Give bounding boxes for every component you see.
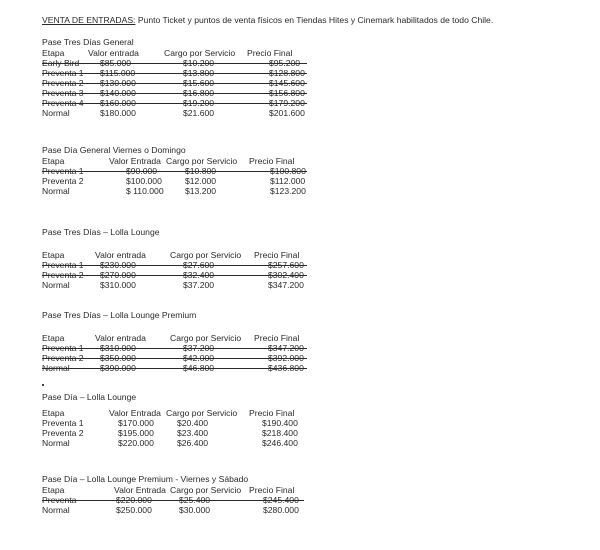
table-row	[42, 88, 307, 98]
table-row	[42, 270, 307, 280]
section-title: Pase Día – Lolla Lounge	[42, 392, 137, 402]
price-table-tres-dias-general	[42, 37, 322, 118]
cell-etapa: Normal	[42, 438, 70, 448]
header-etapa: Etapa	[42, 250, 65, 260]
cell-valor: $350.000	[100, 353, 136, 363]
intro-label: VENTA DE ENTRADAS:	[42, 15, 136, 25]
section-title: Pase Tres Días – Lolla Lounge Premium	[42, 310, 197, 320]
section-title: Pase Tres Días General	[42, 37, 134, 47]
cell-etapa: Normal	[42, 186, 70, 196]
table-header	[42, 250, 322, 260]
table-row	[42, 438, 322, 448]
cell-etapa: Preventa 4	[42, 98, 84, 108]
cell-cargo: $16.800	[183, 88, 215, 98]
cell-precio: $156.800	[269, 88, 305, 98]
cell-valor: $270.000	[100, 270, 136, 280]
table-row	[42, 58, 307, 68]
table-row	[42, 78, 307, 88]
table-header	[42, 48, 322, 58]
table-row	[42, 166, 307, 176]
cell-cargo: $42.000	[183, 353, 215, 363]
cell-precio: $128.800	[269, 68, 305, 78]
cell-etapa: Normal	[42, 363, 70, 373]
table-header	[42, 408, 322, 418]
cell-etapa: Preventa 1	[42, 418, 84, 428]
table-row	[42, 186, 322, 196]
header-valor: Valor Entrada	[109, 156, 161, 166]
header-precio: Precio Final	[254, 250, 300, 260]
price-table-tres-dias-lounge	[42, 227, 322, 290]
cell-cargo: $27.600	[183, 260, 215, 270]
cell-valor: $220.000	[116, 495, 152, 505]
cell-precio: $201.600	[269, 108, 305, 118]
cell-cargo: $15.600	[183, 78, 215, 88]
intro-line	[42, 15, 493, 25]
header-cargo: Cargo por Servicio	[164, 48, 236, 58]
cell-cargo: $23.400	[177, 428, 209, 438]
cell-precio: $246.400	[262, 438, 298, 448]
cell-valor: $90.000	[126, 166, 158, 176]
cell-cargo: $21.600	[183, 108, 215, 118]
header-precio: Precio Final	[249, 408, 295, 418]
cell-precio: $392.000	[268, 353, 304, 363]
cell-etapa: Preventa 1	[42, 260, 84, 270]
cell-cargo: $19.200	[183, 98, 215, 108]
cell-etapa: Preventa 2	[42, 78, 84, 88]
cell-etapa: Normal	[42, 280, 70, 290]
cell-etapa: Preventa 1	[42, 68, 84, 78]
header-etapa: Etapa	[42, 485, 65, 495]
price-table-dia-premium	[42, 474, 322, 515]
header-valor: Valor Entrada	[109, 408, 161, 418]
table-row	[42, 260, 307, 270]
cell-valor: $100.000	[126, 176, 162, 186]
header-valor: Valor Entrada	[114, 485, 166, 495]
cell-cargo: $32.400	[183, 270, 215, 280]
cell-etapa: Normal	[42, 108, 70, 118]
cell-cargo: $10.200	[183, 58, 215, 68]
table-header	[42, 485, 322, 495]
cell-etapa: Preventa 2	[42, 428, 84, 438]
cell-valor: $180.000	[100, 108, 136, 118]
cell-precio: $280.000	[263, 505, 299, 515]
header-precio: Precio Final	[249, 156, 295, 166]
cell-valor: $310.000	[100, 280, 136, 290]
cell-precio: $347.200	[268, 343, 304, 353]
header-cargo: Cargo por Servicio	[170, 333, 242, 343]
cell-etapa: Early Bird	[42, 58, 80, 68]
cell-cargo: $25.400	[179, 495, 211, 505]
table-row	[42, 495, 304, 505]
cell-cargo: $37.200	[183, 343, 215, 353]
header-valor: Valor entrada	[88, 48, 139, 58]
header-precio: Precio Final	[254, 333, 300, 343]
cell-etapa: Preventa 3	[42, 88, 84, 98]
header-etapa: Etapa	[42, 408, 65, 418]
cell-etapa: Preventa	[42, 495, 77, 505]
cell-precio: $257.600	[268, 260, 304, 270]
cell-valor: $160.000	[100, 98, 136, 108]
cell-precio: $347.200	[268, 280, 304, 290]
section-title: Pase Día General Viernes o Domingo	[42, 145, 186, 155]
cell-valor: $170.000	[118, 418, 154, 428]
header-valor: Valor entrada	[95, 250, 146, 260]
cell-valor: $115.000	[100, 68, 136, 78]
cell-valor: $195.000	[118, 428, 154, 438]
table-row	[42, 418, 322, 428]
cell-precio: $218.400	[262, 428, 298, 438]
cell-etapa: Normal	[42, 505, 70, 515]
cell-cargo: $26.400	[177, 438, 209, 448]
cell-precio: $190.400	[262, 418, 298, 428]
cell-precio: $95.200	[269, 58, 301, 68]
table-row	[42, 363, 307, 373]
cell-valor: $ 110.000	[126, 186, 164, 196]
cell-cargo: $30.000	[179, 505, 211, 515]
table-row	[42, 428, 322, 438]
cell-valor: $140.000	[100, 88, 136, 98]
section-title: Pase Tres Días – Lolla Lounge	[42, 227, 160, 237]
cell-valor: $220.000	[118, 438, 154, 448]
table-row	[42, 98, 307, 108]
cell-cargo: $12.000	[185, 176, 217, 186]
table-row	[42, 505, 322, 515]
cell-precio: $112.000	[270, 176, 306, 186]
cell-cargo: $20.400	[177, 418, 209, 428]
header-precio: Precio Final	[249, 485, 295, 495]
cell-cargo: $10.800	[185, 166, 217, 176]
cell-valor: $85.000	[100, 58, 132, 68]
table-header	[42, 156, 322, 166]
table-row	[42, 343, 307, 353]
price-table-dia-general	[42, 145, 322, 196]
header-valor: Valor entrada	[95, 333, 146, 343]
header-etapa: Etapa	[42, 333, 65, 343]
table-row	[42, 176, 322, 186]
table-row	[42, 280, 322, 290]
cell-precio: $302.400	[268, 270, 304, 280]
cell-precio: $245.400	[263, 495, 299, 505]
price-table-tres-dias-premium	[42, 310, 322, 373]
header-etapa: Etapa	[42, 48, 65, 58]
cell-precio: $123.200	[270, 186, 306, 196]
header-cargo: Cargo por Servicio	[170, 250, 242, 260]
cell-valor: $130.000	[100, 78, 136, 88]
table-row	[42, 353, 307, 363]
cell-cargo: $37.200	[183, 280, 215, 290]
table-header	[42, 333, 322, 343]
cell-precio: $100.800	[270, 166, 306, 176]
header-cargo: Cargo por Servicio	[166, 156, 238, 166]
cell-cargo: $13.800	[183, 68, 215, 78]
table-row	[42, 108, 322, 118]
cell-etapa: Preventa 2	[42, 270, 84, 280]
cell-valor: $310.000	[100, 343, 136, 353]
cell-cargo: $46.800	[183, 363, 215, 373]
header-cargo: Cargo por Servicio	[166, 408, 238, 418]
cell-precio: $145.600	[269, 78, 305, 88]
cell-etapa: Preventa 1	[42, 343, 84, 353]
cell-cargo: $13.200	[185, 186, 217, 196]
section-title: Pase Día – Lolla Lounge Premium - Viernes y Sábado	[42, 474, 249, 484]
price-table-dia-lounge	[42, 392, 322, 448]
cell-precio: $436.800	[268, 363, 304, 373]
cell-etapa: Preventa 2	[42, 176, 84, 186]
header-cargo: Cargo por Servicio	[170, 485, 242, 495]
cell-valor: $250.000	[116, 505, 152, 515]
header-etapa: Etapa	[42, 156, 65, 166]
cell-etapa: Preventa 1	[42, 166, 84, 176]
cell-valor: $230.000	[100, 260, 136, 270]
stray-bullet-mark	[42, 384, 44, 386]
table-row	[42, 68, 307, 78]
cell-precio: $179.200	[269, 98, 305, 108]
cell-etapa: Preventa 2	[42, 353, 84, 363]
header-precio: Precio Final	[247, 48, 293, 58]
cell-valor: $390.000	[100, 363, 136, 373]
intro-text: Punto Ticket y puntos de venta físicos en Tiendas Hites y Cinemark habilitados de todo Chile.	[135, 15, 494, 25]
